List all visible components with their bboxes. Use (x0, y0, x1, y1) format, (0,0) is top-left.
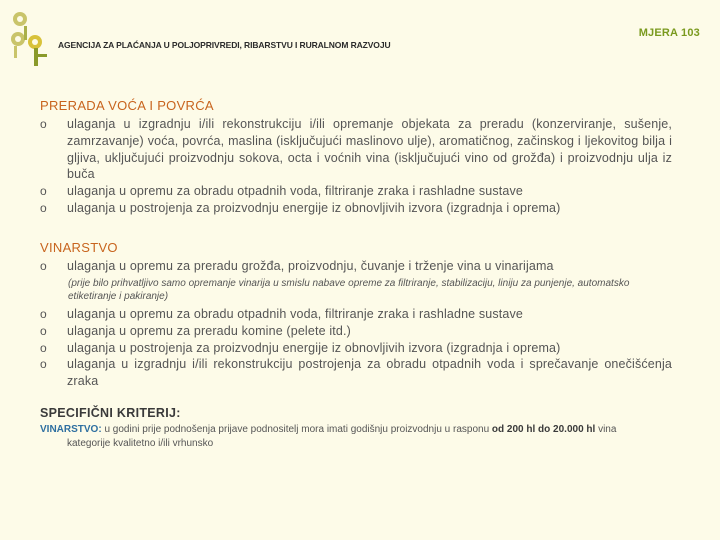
list-item: o ulaganja u postrojenja za proizvodnju energije iz obnovljivih izvora (izgradnja i oprema) (40, 200, 561, 215)
bullet-icon: o (40, 323, 47, 338)
bullet-icon: o (40, 259, 47, 273)
fruit-veg-title: PRERADA VOĆA I POVRĆA (40, 98, 214, 113)
bullet-icon: o (40, 200, 47, 215)
bullet-icon: o (40, 307, 47, 321)
agency-name: AGENCIJA ZA PLAĆANJA U POLJOPRIVREDI, RIBARSTVU I RURALNOM RAZVOJU (58, 40, 391, 50)
bullet-icon: o (40, 340, 47, 355)
criteria-range: od 200 hl do 20.000 hl (491, 424, 596, 435)
bullet-icon: o (40, 117, 47, 131)
criteria-text: VINARSTVO: u godini prije podnošenja prijave podnositelj mora imati godišnju proizvodnju u rasponu od 200 hl do 20.000 hl vina kategorije kvalitetno i/ili vrhunsko (40, 423, 690, 450)
criteria-title: SPECIFIČNI KRITERIJ: (40, 406, 181, 420)
criteria-lead: VINARSTVO: (40, 424, 102, 435)
bullet-icon: o (40, 184, 47, 199)
list-item: o ulaganja u izgradnju i/ili rekonstrukciju postrojenja za obradu otpadnih voda i sprečavanje onečišćenja zraka (40, 357, 672, 389)
wine-title: VINARSTVO (40, 240, 118, 255)
fruit-veg-list (40, 116, 672, 217)
bullet-icon: o (40, 357, 47, 372)
measure-label: MJERA 103 (638, 27, 700, 39)
criteria-second-line: kategorije kvalitetno i/ili vrhunsko (67, 437, 214, 449)
wine-list (40, 306, 672, 390)
list-item: o ulaganja u izgradnju i/ili rekonstrukciju i/ili opremanje objekata za preradu (konzerviranje, sušenje, zamrzavanje) voća, povrća, maslina (isključujući maslinovo ulje), aromatičnog, začinskog i ljekovitog bilja i gljiva, uključujući proizvodnju sokova, octa i voćnih vina (isključujući vino od grožđa) i proizvodnju ulja iz buča (40, 117, 672, 182)
wine-first-list (40, 258, 672, 275)
wine-note: (prije bilo prihvatljivo samo opremanje vinarija u smislu nabave opreme za filtriranje, stabilizaciju, liniju za punjenje, automatsko etiketiranje i pakiranje) (68, 278, 630, 303)
list-item: o ulaganja u opremu za obradu otpadnih voda, filtriranje zraka i rashladne sustave (40, 307, 524, 321)
list-item: o ulaganja u postrojenja za proizvodnju energije iz obnovljivih izvora (izgradnja i oprema) (40, 340, 561, 355)
list-item: o ulaganja u opremu za preradu komine (pelete itd.) (40, 323, 351, 338)
apprr-logo-icon (8, 10, 48, 68)
list-item: o ulaganja u opremu za preradu grožđa, proizvodnju, čuvanje i trženje vina u vinarijama (40, 259, 554, 273)
list-item: o ulaganja u opremu za obradu otpadnih voda, filtriranje zraka i rashladne sustave (40, 184, 524, 199)
